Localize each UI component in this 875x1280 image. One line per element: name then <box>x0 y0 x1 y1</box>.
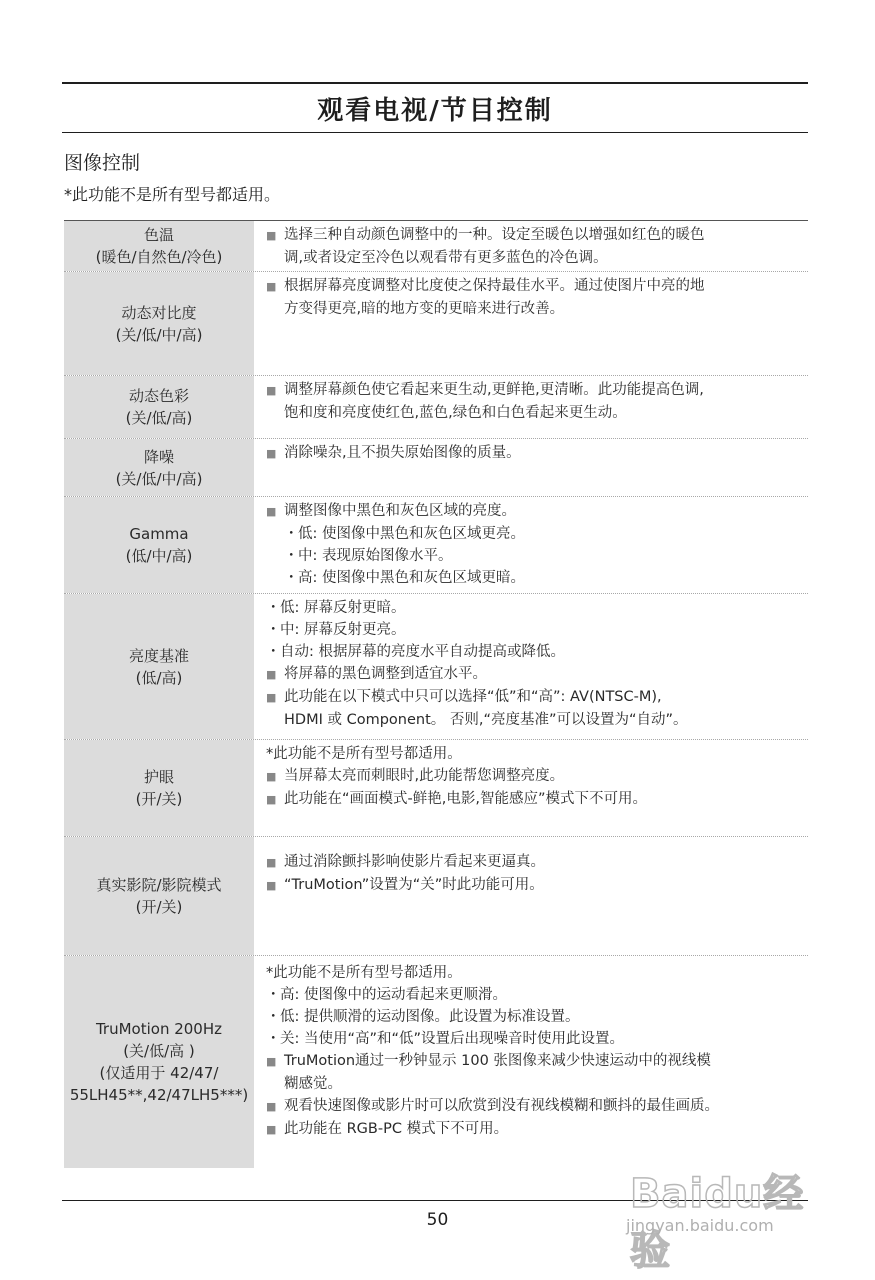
row-description: ・ 低: 屏幕反射更暗。 ・ 中: 屏幕反射更亮。 ・ 自动: 根据屏幕的亮度水平自动提高或降低。 ■ 将屏幕的黑色调整到适宜水平。 ■ 此功能在以下模式中只可以选择“低”和“高”: AV(NTSC-M), HDMI 或 Component。 否则,“亮度基准”可以设置为“自动”。 <box>254 594 808 739</box>
watermark-url: jingyan.baidu.com <box>626 1216 774 1235</box>
row-label: 动态对比度 (关/低/中/高) <box>64 272 254 375</box>
watermark-logo-text: Baidu经验 <box>630 1171 805 1274</box>
table-row <box>64 439 808 497</box>
section-title: 图像控制 <box>64 152 141 174</box>
row-description: ■ 调整屏幕颜色使它看起来更生动,更鲜艳,更清晰。此功能提高色调, 饱和度和亮度使红色,蓝色,绿色和白色看起来更生动。 <box>254 376 808 438</box>
table-row <box>64 272 808 376</box>
row-description: ■ 调整图像中黑色和灰色区域的亮度。 ・ 低: 使图像中黑色和灰色区域更亮。 ・ 中: 表现原始图像水平。 ・ 高: 使图像中黑色和灰色区域更暗。 <box>254 497 808 593</box>
row-label: Gamma (低/中/高) <box>64 497 254 593</box>
settings-table <box>64 220 808 1168</box>
table-row <box>64 837 808 956</box>
row-description: *此功能不是所有型号都适用。 ・ 高: 使图像中的运动看起来更顺滑。 ・ 低: 提供顺滑的运动图像。此设置为标准设置。 ・ 关: 当使用“高”和“低”设置后出现噪音时使用此设置。 ■ TruMotion通过一秒钟显示 100 张图像来减少快速运动中的视线模 糊感觉。 ■ 观看快速图像或影片时可以欣赏到没有视线模糊和颤抖的最佳画质。 ■ 此功能在 RGB-PC 模式下不可用。 <box>254 956 808 1168</box>
title-rule <box>62 132 808 133</box>
row-label: 真实影院/影院模式 (开/关) <box>64 837 254 955</box>
row-description: ■ 通过消除颤抖影响使影片看起来更逼真。 ■ “TruMotion”设置为“关”时此功能可用。 <box>254 837 808 955</box>
row-label: 动态色彩 (关/低/高) <box>64 376 254 438</box>
row-label: 亮度基准 (低/高) <box>64 594 254 739</box>
row-description: ■ 选择三种自动颜色调整中的一种。设定至暖色以增强如红色的暖色 调,或者设定至冷色以观看带有更多蓝色的冷色调。 <box>254 221 808 271</box>
row-description: ■ 根据屏幕亮度调整对比度使之保持最佳水平。通过使图片中亮的地 方变得更亮,暗的地方变的更暗来进行改善。 <box>254 272 808 375</box>
table-row <box>64 594 808 740</box>
row-label: TruMotion 200Hz (关/低/高 ) (仅适用于 42/47/ 55LH45**,42/47LH5***) <box>64 956 254 1168</box>
table-row <box>64 740 808 837</box>
table-row <box>64 376 808 439</box>
row-description: *此功能不是所有型号都适用。 ■ 当屏幕太亮而刺眼时,此功能帮您调整亮度。 ■ 此功能在“画面模式-鲜艳,电影,智能感应”模式下不可用。 <box>254 740 808 836</box>
row-description: ■ 消除噪杂,且不损失原始图像的质量。 <box>254 439 808 496</box>
top-rule <box>62 82 808 84</box>
page-title: 观看电视/节目控制 <box>317 95 553 126</box>
page-number: 50 <box>426 1210 449 1230</box>
table-row <box>64 956 808 1168</box>
availability-note: *此功能不是所有型号都适用。 <box>64 185 281 204</box>
row-label: 色温 (暖色/自然色/冷色) <box>64 221 254 271</box>
baidu-watermark <box>600 1150 830 1274</box>
table-row <box>64 497 808 594</box>
table-row <box>64 220 808 272</box>
row-label: 护眼 (开/关) <box>64 740 254 836</box>
row-label: 降噪 (关/低/中/高) <box>64 439 254 496</box>
